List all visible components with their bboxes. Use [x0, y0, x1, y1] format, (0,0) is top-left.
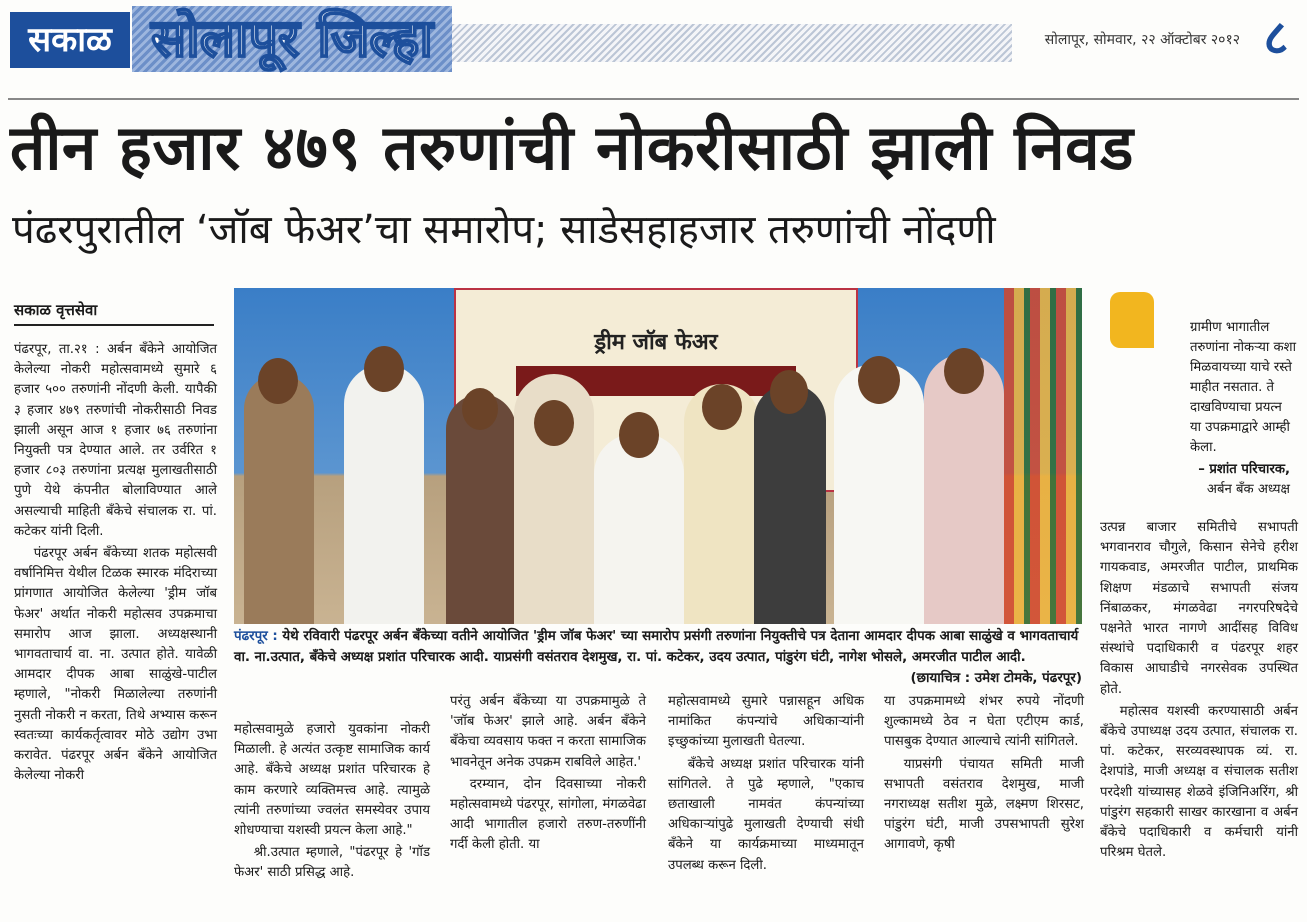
article-column-1	[14, 340, 217, 788]
byline: सकाळ वृत्तसेवा	[14, 300, 214, 326]
paragraph: पंढरपूर अर्बन बॅंकेच्या शतक महोत्सवी वर्षानिमित्त येथील टिळक स्मारक मंदिराच्या प्रांगणात आयोजित केलेल्या 'ड्रीम जॉब फेअर' अर्थात नोकरी महोत्सव उपक्रमाचा समारोप आज झाला. अध्यक्षस्थानी भागवताचार्य वा. ना. उत्पात होते. यावेळी आमदार दीपक आबा साळुंखे-पाटील म्हणाले, "नोकरी मिळालेल्या तरुणांनी नुसती नोकरी न करता, तिथे अभ्यास करून स्वतःच्या कार्यकर्तृत्वावर मोठे उद्योग उभा करावेत. पंढरपूर अर्बन बॅंकेने आयोजित केलेल्या नोकरी	[14, 546, 217, 784]
newspaper-logo: सकाळ	[10, 12, 130, 68]
author-name: – प्रशांत परिचारक,	[1198, 462, 1290, 477]
paragraph: महोत्सव यशस्वी करण्यासाठी अर्बन बॅंकेचे उपाध्यक्ष उदय उत्पात, संचालक रा. पां. कटेकर, सरव्यवस्थापक व्यं. रा. देशपांडे, माजी अध्यक्ष व संचालक सतीश परदेशी यांच्यासह शेळवे इंजिनिअरिंग, श्री पांडुरंग सहकारी साखर कारखाना व अर्बन बॅंकेचे पदाधिकारी व कर्मचारी यांनी परिश्रम घेतले.	[1100, 703, 1298, 861]
paragraph: पंढरपूर, ता.२१ : अर्बन बॅंकेने आयोजित केलेल्या नोकरी महोत्सवामध्ये सुमारे ६ हजार ५०० तरुणांनी नोंदणी केली. यापैकी ३ हजार ४७९ तरुणांची नोकरीसाठी निवड झाली असून आज १ हजार ७६ तरुणांना नियुक्ती पत्र देण्यात आले. तर उर्वरित १ हजार ८०३ तरुणांना प्रत्यक्ष मुलाखतीसाठी पुणे येथे कंपनीत बोलाविण्यात आले असल्याची माहिती बॅंकेचे संचालक रा. पां. कटेकर यांनी दिली.	[14, 342, 217, 539]
person-figure	[754, 384, 826, 624]
decorative-curtain	[1004, 288, 1082, 624]
paragraph: श्री.उत्पात म्हणाले, "पंढरपूर हे 'गॉड फेअर' साठी प्रसिद्ध आहे.	[234, 845, 430, 881]
photo-caption	[234, 626, 1082, 689]
author-title: अर्बन बॅंक अध्यक्ष	[1206, 482, 1290, 497]
section-title: सोलापूर जिल्हा	[132, 6, 452, 72]
caption-tag: पंढरपूर :	[234, 629, 278, 644]
caption-text: येथे रविवारी पंढरपूर अर्बन बॅंकेच्या वतीने आयोजित 'ड्रीम जॉब फेअर' च्या समारोप प्रसंगी तरुणांना नियुक्तीचे पत्र देताना आमदार दीपक आबा साळुंखे व भागवताचार्य वा. ना.उत्पात, बॅंकेचे अध्यक्ष प्रशांत परिचारक आदी. याप्रसंगी वसंतराव देशमुख, रा. पां. कटेकर, उदय उत्पात, पांडुरंग घंटी, नागेश भोसले, अमरजीत पाटील आदी.	[234, 629, 1079, 665]
person-head	[858, 356, 900, 404]
banner-title: ड्रीम जॉब फेअर	[594, 330, 718, 355]
pull-quote	[1110, 318, 1296, 458]
photo-credit: (छायाचित्र : उमेश टोमके, पंढरपूर)	[910, 671, 1082, 686]
paragraph: या उपक्रमामध्ये शंभर रुपये नोंदणी शुल्कामध्ये ठेव न घेता एटीएम कार्ड, पासबुक देण्यात आल्याचे त्यांनी सांगितले.	[884, 694, 1084, 750]
person-figure	[344, 364, 424, 624]
paragraph: याप्रसंगी पंचायत समिती माजी सभापती वसंतराव देशमुख, माजी नगराध्यक्ष सतीश मुळे, लक्ष्मण शिरसट, पांडुरंग घंटी, माजी उपसभापती सुरेश आगावणे, कृषी	[884, 756, 1084, 853]
masthead	[0, 0, 1307, 80]
person-head	[364, 346, 404, 392]
paragraph: महोत्सवामध्ये सुमारे पन्नासहून अधिक नामांकित कंपन्यांचे अधिकाऱ्यांनी इच्छुकांच्या मुलाखती घेतल्या.	[668, 694, 864, 750]
article-column-2	[234, 720, 430, 886]
pull-quote-author	[1110, 460, 1290, 500]
article-column-4	[668, 692, 864, 878]
paragraph: महोत्सवामुळे हजारो युवकांना नोकरी मिळाली. हे अत्यंत उत्कृष्ट सामाजिक कार्य आहे. बॅंकेचे अध्यक्ष प्रशांत परिचारक हे काम करणारे व्यक्तिमत्त्व आहे. त्यामुळे त्यांनी तरुणांच्या ज्वलंत समस्येवर उपाय शोधण्याचा यशस्वी प्रयत्न केला आहे."	[234, 722, 430, 839]
divider	[8, 98, 1299, 100]
person-head	[258, 358, 298, 404]
masthead-stripe	[452, 24, 1012, 62]
subheadline: पंढरपुरातील ‘जॉब फेअर’चा समारोप; साडेसहाहजार तरुणांची नोंदणी	[12, 207, 996, 253]
person-head	[534, 400, 574, 446]
person-head	[944, 348, 984, 394]
paragraph: उत्पन्न बाजार समितीचे सभापती भगवानराव चौगुले, किसान सेनेचे हरीश गायकवाड, अमरजीत पाटील, प्राथमिक शिक्षण मंडळाचे सभापती संजय निंबाळकर, मंगळवेढा नगरपरिषदेचे पक्षनेते भारत नागणे आदींसह विविध संस्थांचे पदाधिकारी व पंढरपूर शहर विकास आघाडीचे नगरसेवक उपस्थित होते.	[1100, 520, 1298, 697]
person-head	[619, 412, 659, 458]
news-photo	[234, 288, 1082, 624]
dateline: सोलापूर, सोमवार, २२ ऑक्टोबर २०१२	[1044, 32, 1240, 48]
paragraph: बॅंकेचे अध्यक्ष प्रशांत परिचारक यांनी सांगितले. ते पुढे म्हणाले, "एकाच छताखाली नामवंत कंपन्यांच्या अधिकाऱ्यांपुढे मुलाखती देण्याची संधी बॅंकेने या कार्यक्रमाच्या माध्यमातून उपलब्ध करून दिली.	[668, 756, 864, 873]
person-head	[462, 388, 498, 430]
paragraph: परंतु अर्बन बॅंकेच्या या उपक्रमामुळे ते 'जॉब फेअर' झाले आहे. अर्बन बॅंकेने बॅंकेचा व्यवसाय फक्त न करता सामाजिक भावनेतून अनेक उपक्रम राबविले आहेत.'	[450, 694, 646, 770]
article-column-5	[884, 692, 1084, 858]
pull-quote-text: ग्रामीण भागातील तरुणांना नोकऱ्या कशा मिळवायच्या याचे रस्ते माहीत नसतात. ते दाखविण्याचा प्रयत्न या उपक्रमाद्वारे आम्ही केला.	[1190, 320, 1296, 455]
person-figure	[244, 374, 314, 624]
person-figure	[924, 354, 1004, 624]
article-column-3	[450, 692, 646, 858]
person-figure	[594, 434, 684, 624]
person-head	[770, 370, 808, 414]
person-head	[702, 384, 742, 430]
headline: तीन हजार ४७९ तरुणांची नोकरीसाठी झाली निवड	[10, 111, 1134, 184]
article-column-6	[1100, 518, 1298, 865]
paragraph: दरम्यान, दोन दिवसाच्या नोकरी महोत्सवामध्ये पंढरपूर, सांगोला, मंगळवेढा आदी भागातील हजारो तरुण-तरुणींनी गर्दी केली होती. या	[450, 776, 646, 853]
page-number: ८	[1263, 10, 1289, 66]
